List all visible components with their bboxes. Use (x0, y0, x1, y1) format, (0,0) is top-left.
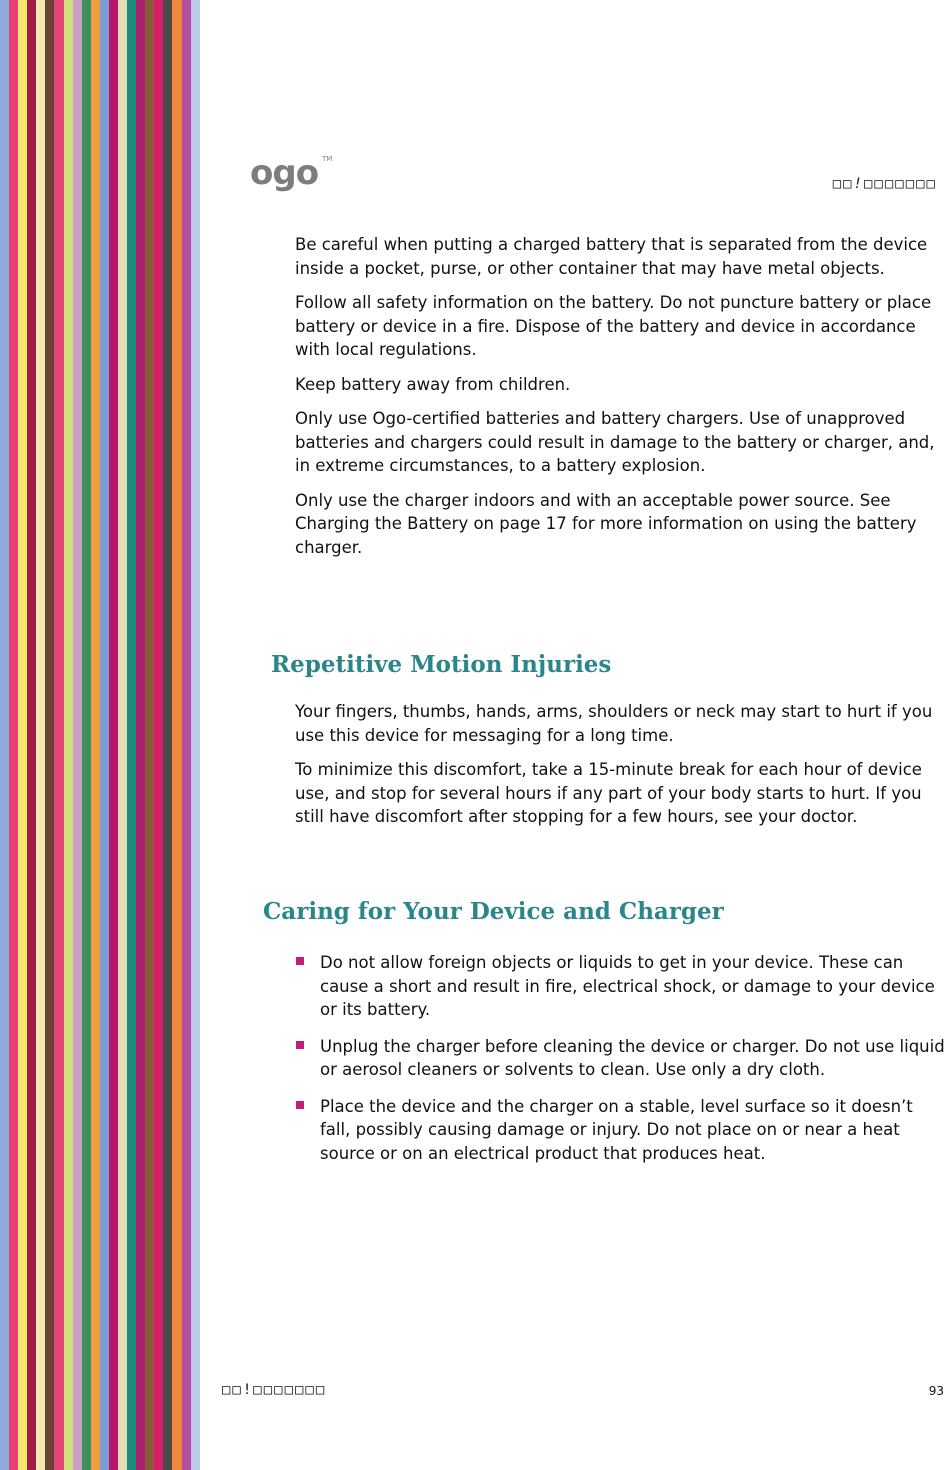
decorative-stripes (0, 0, 200, 1470)
paragraph: Your fingers, thumbs, hands, arms, shoulders or neck may start to hurt if you use this device for messaging for a long time. (295, 702, 933, 745)
stripe (0, 0, 9, 1470)
stripe (64, 0, 73, 1470)
stripe (73, 0, 82, 1470)
stripe (18, 0, 27, 1470)
logo-trademark: TM (322, 155, 333, 163)
square-bullet-icon (296, 957, 304, 965)
stripe (154, 0, 163, 1470)
battery-safety-text (295, 233, 947, 570)
stripe (9, 0, 18, 1470)
section-heading-repetitive-motion: Repetitive Motion Injuries (271, 651, 612, 678)
stripe (163, 0, 172, 1470)
stripe (191, 0, 200, 1470)
running-header: □□!□□□□□□□ (832, 176, 937, 192)
paragraph: To minimize this discomfort, take a 15-minute break for each hour of device use, and stop for several hours if any part of your body starts to hurt. If you still have discomfort after stopping for a few hours, see your doctor. (295, 760, 922, 826)
section-heading-caring: Caring for Your Device and Charger (263, 898, 724, 925)
stripe (36, 0, 45, 1470)
stripe (136, 0, 145, 1470)
stripe (54, 0, 63, 1470)
running-footer: □□!□□□□□□□ (222, 1382, 327, 1398)
stripe (100, 0, 109, 1470)
stripe (27, 0, 36, 1470)
stripe (182, 0, 191, 1470)
stripe (45, 0, 54, 1470)
stripe (109, 0, 118, 1470)
stripe (172, 0, 181, 1470)
square-bullet-icon (296, 1101, 304, 1109)
paragraph: Only use the charger indoors and with an acceptable power source. See Charging the Battery on page 17 for more information on using the battery charger. (295, 490, 917, 557)
paragraph: Follow all safety information on the battery. Do not puncture battery or place battery or device in a fire. Dispose of the battery and device in accordance with local regulations. (295, 293, 932, 359)
list-item: Place the device and the charger on a stable, level surface so it doesn’t fall, possibly causing damage or injury. Do not place on or near a heat source or on an electrical product that produces heat. (296, 1095, 948, 1166)
stripe (145, 0, 154, 1470)
list-item: Unplug the charger before cleaning the device or charger. Do not use liquid or aerosol cleaners or solvents to clean. Use only a dry cloth. (296, 1035, 948, 1082)
stripe (127, 0, 136, 1470)
paragraph: Keep battery away from children. (295, 374, 571, 394)
ogo-logo: ogo (250, 153, 319, 193)
stripe (118, 0, 127, 1470)
page-number: 93 (928, 1384, 944, 1398)
caring-bullet-list (296, 951, 948, 1178)
paragraph: Only use Ogo-certified batteries and battery chargers. Use of unapproved batteries and chargers could result in damage to the battery or charger, and, in extreme circumstances, to a battery explosion. (295, 409, 935, 475)
stripe (82, 0, 91, 1470)
repetitive-motion-text (295, 700, 947, 840)
stripe (91, 0, 100, 1470)
square-bullet-icon (296, 1041, 304, 1049)
list-item: Do not allow foreign objects or liquids to get in your device. These can cause a short and result in fire, electrical shock, or damage to your device or its battery. (296, 951, 948, 1022)
paragraph: Be careful when putting a charged battery that is separated from the device inside a pocket, purse, or other container that may have metal objects. (295, 235, 928, 278)
